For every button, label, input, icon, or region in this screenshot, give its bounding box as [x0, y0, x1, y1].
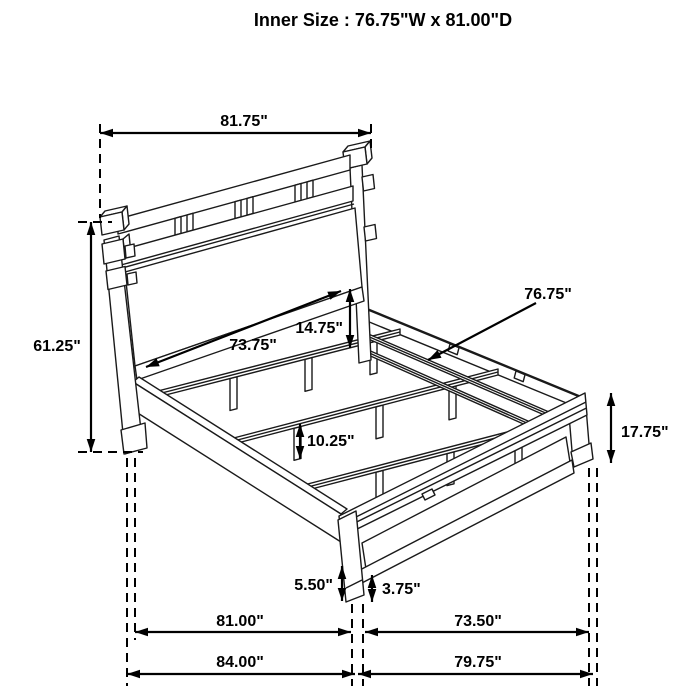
near-side-rail [133, 377, 347, 542]
dimension-inner-width [428, 286, 572, 360]
dimension-label-footboard-width: 79.75" [454, 654, 502, 671]
dimension-footboard-inner-width [365, 613, 589, 636]
dimension-footboard-foot-height [368, 575, 421, 602]
dimension-label-headboard-height: 61.25" [33, 338, 81, 355]
dimension-inner-depth [135, 613, 351, 636]
dimension-label-slat-leg-height: 10.25" [307, 433, 355, 450]
dimension-label-footboard-foot-height: 3.75" [382, 581, 421, 598]
dimension-label-footboard-inner-width: 73.50" [454, 613, 502, 630]
dimension-headboard-height [33, 222, 95, 452]
dimension-label-headboard-panel-to-rail: 14.75" [295, 320, 343, 337]
dimension-footboard-height [607, 393, 669, 463]
dimension-label-inner-width-headboard: 73.75" [229, 337, 277, 354]
dimension-footboard-width [358, 654, 593, 678]
dimension-overall-depth [127, 654, 355, 678]
dimension-label-inner-depth: 81.00" [216, 613, 264, 630]
page-title: Inner Size : 76.75"W x 81.00"D [253, 10, 513, 30]
dimension-headboard-width [100, 113, 371, 137]
dimension-footboard-leg-height [294, 566, 346, 601]
dimension-label-inner-width: 76.75" [524, 286, 572, 303]
dimension-label-footboard-leg-height: 5.50" [294, 577, 333, 594]
dimension-slat-leg-height [296, 424, 355, 459]
dimension-label-headboard-width: 81.75" [220, 113, 268, 130]
dimension-label-overall-depth: 84.00" [216, 654, 264, 671]
dimension-label-footboard-height: 17.75" [621, 424, 669, 441]
far-side-rail [362, 307, 581, 409]
